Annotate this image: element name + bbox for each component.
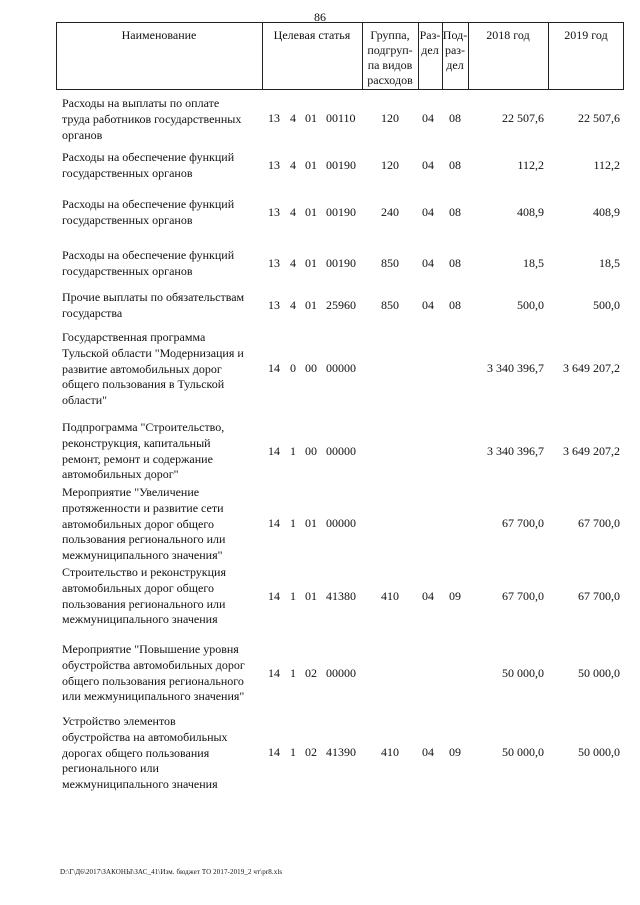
section-code: 04: [422, 158, 434, 172]
section-code: 04: [422, 298, 434, 312]
amount-2018: 67 700,0: [502, 589, 544, 603]
cs-direction: 00190: [326, 158, 356, 172]
cs-program: 14: [268, 666, 280, 680]
cs-program: 14: [268, 516, 280, 530]
cs-direction: 41390: [326, 745, 356, 759]
subsection-code: 08: [449, 158, 461, 172]
section-code: 04: [422, 745, 434, 759]
row-name: Мероприятие "Увеличение протяженности и развитие сети автомобильных дорог общего пользования регионального или межмуниципального значения": [62, 485, 226, 563]
cs-subprogram: 4: [290, 158, 296, 172]
group-code: 120: [381, 111, 399, 125]
cs-measure: 01: [305, 158, 317, 172]
group-code: 850: [381, 256, 399, 270]
cs-program: 13: [268, 298, 280, 312]
cs-program: 13: [268, 111, 280, 125]
section-code: 04: [422, 589, 434, 603]
amount-2018: 408,9: [517, 205, 544, 219]
cs-subprogram: 4: [290, 205, 296, 219]
cs-direction: 00000: [326, 666, 356, 680]
amount-2019: 22 507,6: [578, 111, 620, 125]
amount-2018: 112,2: [517, 158, 544, 172]
cs-subprogram: 1: [290, 666, 296, 680]
row-name: Расходы на обеспечение функций государственных органов: [62, 197, 235, 227]
row-name: Прочие выплаты по обязательствам государства: [62, 290, 245, 320]
subsection-code: 08: [449, 111, 461, 125]
group-code: 410: [381, 745, 399, 759]
cs-measure: 01: [305, 256, 317, 270]
amount-2018: 500,0: [517, 298, 544, 312]
header-section: Раз- дел: [419, 28, 441, 57]
subsection-code: 08: [449, 256, 461, 270]
row-name: Строительство и реконструкция автомобильных дорог общего пользования регионального или межмуниципального значения: [62, 565, 226, 627]
amount-2018: 3 340 396,7: [487, 444, 544, 458]
cs-measure: 01: [305, 205, 317, 219]
amount-2019: 500,0: [593, 298, 620, 312]
cs-measure: 01: [305, 589, 317, 603]
subsection-code: 08: [449, 298, 461, 312]
cs-program: 14: [268, 589, 280, 603]
page-number: 86: [314, 10, 326, 24]
amount-2018: 50 000,0: [502, 666, 544, 680]
amount-2019: 3 649 207,2: [563, 361, 620, 375]
cs-measure: 01: [305, 298, 317, 312]
cs-direction: 00190: [326, 256, 356, 270]
amount-2018: 67 700,0: [502, 516, 544, 530]
cs-program: 14: [268, 745, 280, 759]
row-name: Расходы на обеспечение функций государственных органов: [62, 248, 235, 278]
row-name: Расходы на выплаты по оплате труда работников государственных органов: [62, 96, 242, 142]
cs-direction: 00000: [326, 516, 356, 530]
section-code: 04: [422, 256, 434, 270]
cs-measure: 01: [305, 111, 317, 125]
header-subsection: Под- раз- дел: [442, 28, 468, 72]
cs-subprogram: 1: [290, 444, 296, 458]
amount-2019: 3 649 207,2: [563, 444, 620, 458]
cs-direction: 25960: [326, 298, 356, 312]
amount-2019: 67 700,0: [578, 589, 620, 603]
cs-program: 14: [268, 444, 280, 458]
cs-measure: 00: [305, 361, 317, 375]
amount-2019: 67 700,0: [578, 516, 620, 530]
row-name: Мероприятие "Повышение уровня обустройства автомобильных дорог общего пользования регионального или межмуниципального значения": [62, 642, 245, 704]
cs-subprogram: 4: [290, 256, 296, 270]
cs-program: 13: [268, 205, 280, 219]
amount-2018: 3 340 396,7: [487, 361, 544, 375]
group-code: 850: [381, 298, 399, 312]
cs-subprogram: 1: [290, 745, 296, 759]
section-code: 04: [422, 205, 434, 219]
amount-2019: 50 000,0: [578, 666, 620, 680]
subsection-code: 09: [449, 589, 461, 603]
footer-file-path: D:\Г\Д6\2017\ЗАКОНЫ\ЗАС_41\Изм. бюджет ТО 2017-2019_2 чт\pr8.xls: [60, 868, 283, 876]
header-2018: 2018 год: [486, 28, 530, 42]
cs-measure: 02: [305, 666, 317, 680]
cs-subprogram: 4: [290, 298, 296, 312]
header-group: Группа, подгруп- па видов расходов: [367, 28, 413, 87]
cs-subprogram: 1: [290, 516, 296, 530]
row-name: Подпрограмма "Строительство, реконструкция, капитальный ремонт, ремонт и содержание автомобильных дорог": [62, 420, 225, 482]
cs-direction: 00190: [326, 205, 356, 219]
cs-program: 13: [268, 256, 280, 270]
cs-measure: 02: [305, 745, 317, 759]
cs-direction: 41380: [326, 589, 356, 603]
amount-2019: 408,9: [593, 205, 620, 219]
row-name: Устройство элементов обустройства на автомобильных дорогах общего пользования регионального или межмуниципального значения: [62, 714, 228, 792]
row-name: Расходы на обеспечение функций государственных органов: [62, 150, 235, 180]
amount-2019: 18,5: [599, 256, 620, 270]
header-target-article: Целевая статья: [273, 28, 351, 42]
cs-program: 14: [268, 361, 280, 375]
subsection-code: 09: [449, 745, 461, 759]
cs-direction: 00000: [326, 444, 356, 458]
cs-subprogram: 1: [290, 589, 296, 603]
amount-2018: 18,5: [523, 256, 544, 270]
cs-program: 13: [268, 158, 280, 172]
cs-subprogram: 0: [290, 361, 296, 375]
group-code: 240: [381, 205, 399, 219]
row-name: Государственная программа Тульской области "Модернизация и развитие автомобильных дорог общего пользования в Тульской области": [62, 330, 244, 408]
amount-2019: 50 000,0: [578, 745, 620, 759]
cs-measure: 00: [305, 444, 317, 458]
cs-measure: 01: [305, 516, 317, 530]
header-2019: 2019 год: [564, 28, 608, 42]
cs-subprogram: 4: [290, 111, 296, 125]
cs-direction: 00000: [326, 361, 356, 375]
cs-direction: 00110: [326, 111, 356, 125]
amount-2018: 50 000,0: [502, 745, 544, 759]
header-name: Наименование: [121, 28, 197, 42]
group-code: 410: [381, 589, 399, 603]
subsection-code: 08: [449, 205, 461, 219]
amount-2019: 112,2: [593, 158, 620, 172]
section-code: 04: [422, 111, 434, 125]
group-code: 120: [381, 158, 399, 172]
amount-2018: 22 507,6: [502, 111, 544, 125]
